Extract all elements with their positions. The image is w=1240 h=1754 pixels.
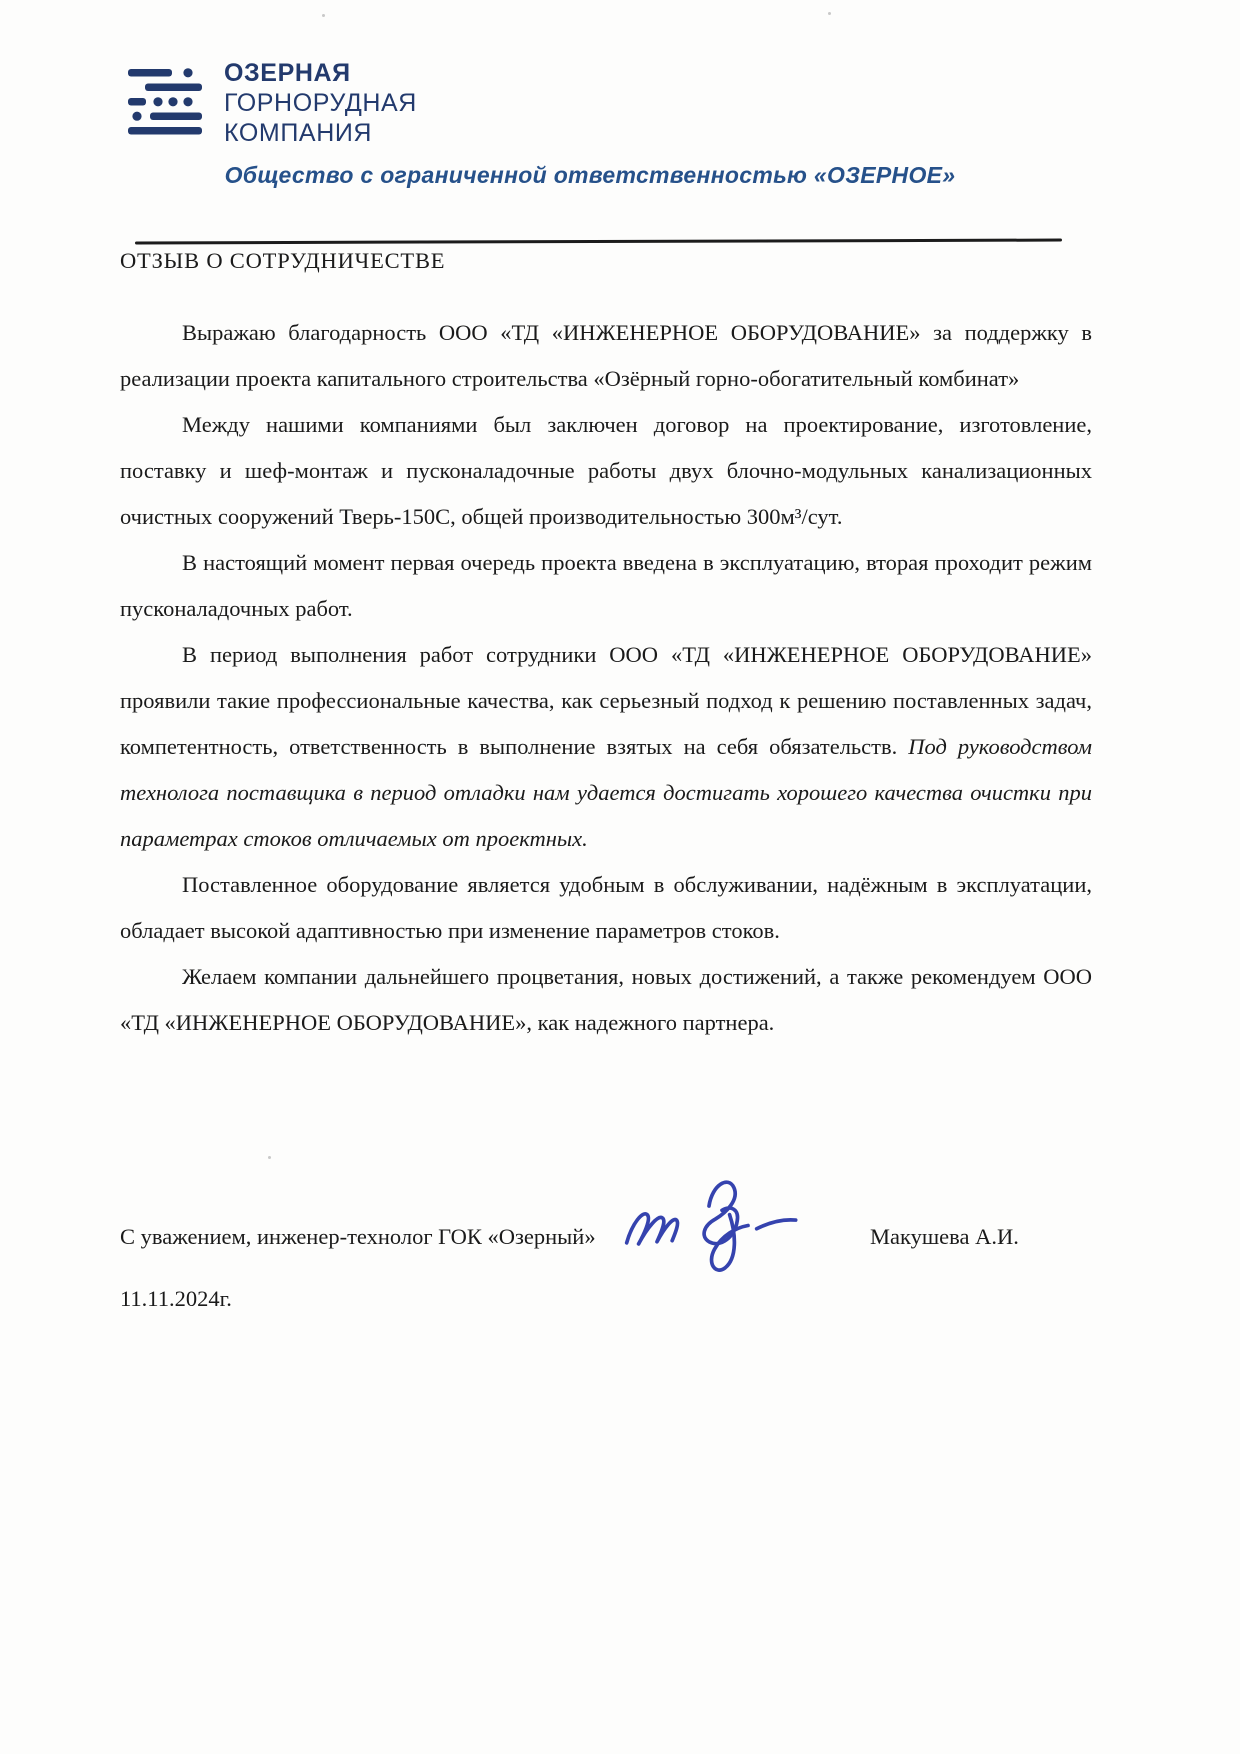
scan-speck <box>828 12 831 15</box>
logo-mark-icon <box>128 65 208 141</box>
logo-line-1: ОЗЕРНАЯ <box>224 59 351 87</box>
paragraph-5: Поставленное оборудование является удобным в обслуживании, надёжным в эксплуатации, обладает высокой адаптивностью при изменение параметров стоков. <box>120 872 1092 943</box>
letter-date: 11.11.2024г. <box>120 1286 232 1311</box>
logo-line-3: КОМПАНИЯ <box>224 119 373 147</box>
paragraph-4-normal: В период выполнения работ сотрудники ООО «ТД «ИНЖЕНЕРНОЕ ОБОРУДОВАНИЕ» проявили такие профессиональные качества, как серьезный подход к решению поставленных задач, компетентность, ответственность в выполнение взятых на себя обязательств. <box>120 642 1092 759</box>
signer-name: Макушева А.И. <box>870 1224 1019 1249</box>
company-logo <box>128 58 417 148</box>
paragraph-4-italic: Под руководством технолога поставщика в период отладки нам удается достигать хорошего качества очистки при параметрах стоков отличаемых от проектных. <box>120 734 1092 851</box>
paragraph-2: Между нашими компаниями был заключен договор на проектирование, изготовление, поставку и шеф-монтаж и пусконаладочные работы двух блочно-модульных канализационных очистных сооружений Тверь-150С, общей производительностью 300м³/сут. <box>120 412 1092 529</box>
closing-text: С уважением, инженер-технолог ГОК «Озерный» <box>120 1224 596 1249</box>
letter-heading: ОТЗЫВ О СОТРУДНИЧЕСТВЕ <box>120 248 446 273</box>
logo-text <box>224 58 417 148</box>
paragraph-3: В настоящий момент первая очередь проекта введена в эксплуатацию, вторая проходит режим пусконаладочных работ. <box>120 550 1092 621</box>
scan-speck <box>322 14 325 17</box>
handwritten-signature <box>618 1168 813 1283</box>
paragraph-6: Желаем компании дальнейшего процветания, новых достижений, а также рекомендуем ООО «ТД «ИНЖЕНЕРНОЕ ОБОРУДОВАНИЕ», как надежного партнера. <box>120 964 1092 1035</box>
header-divider <box>135 239 1062 245</box>
scan-speck <box>268 1156 271 1159</box>
paragraph-4 <box>120 632 1092 862</box>
letter-body <box>120 246 1092 1046</box>
logo-line-2: ГОРНОРУДНАЯ <box>224 89 417 117</box>
organization-title: Общество с ограниченной ответственностью «ОЗЕРНОЕ» <box>224 162 956 188</box>
paragraph-1: Выражаю благодарность ООО «ТД «ИНЖЕНЕРНОЕ ОБОРУДОВАНИЕ» за поддержку в реализации проекта капитального строительства «Озёрный горно-обогатительный комбинат» <box>120 320 1092 391</box>
